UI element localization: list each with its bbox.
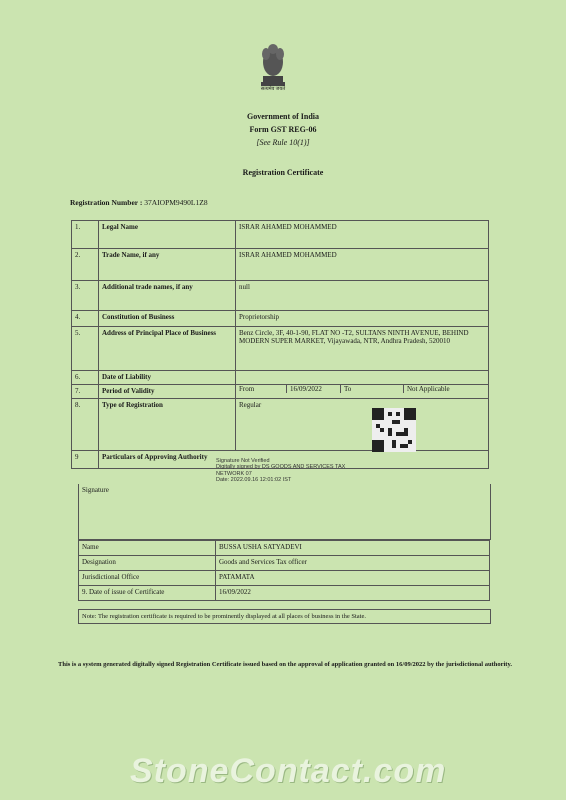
registration-number (70, 198, 208, 207)
row-number: 6. (72, 371, 99, 385)
table-row (72, 221, 489, 249)
officer-label: 9. Date of issue of Certificate (79, 586, 216, 601)
officer-label: Jurisdictional Office (79, 571, 216, 586)
government-heading: Government of India (247, 112, 319, 121)
registration-number-value: 37AIOPM9490L1Z8 (144, 198, 208, 207)
row-label: Particulars of Approving Authority (99, 451, 489, 469)
row-value: null (236, 281, 489, 311)
row-label: Address of Principal Place of Business (99, 327, 236, 371)
row-label: Type of Registration (99, 399, 236, 451)
officer-value: 16/09/2022 (216, 586, 490, 601)
watermark: StoneContact.com (130, 752, 447, 790)
officer-value: Goods and Services Tax officer (216, 556, 490, 571)
digital-signature-text: Signature Not Verified Digitally signed by DS GOODS AND SERVICES TAX NETWORK 07 Date: 2022.09.16 12:01:02 IST (216, 458, 346, 483)
row-number: 9 (72, 451, 99, 469)
emblem-caption: सत्यमेव जयते (260, 87, 286, 92)
row-number: 8. (72, 399, 99, 451)
validity-from-label: From (239, 385, 255, 393)
row-number: 1. (72, 221, 99, 249)
signature-label: Signature (82, 486, 109, 494)
row-number: 5. (72, 327, 99, 371)
footer-statement: This is a system generated digitally signed Registration Certificate issued based on the approval of application granted on 16/09/2022 by the jurisdictional authority. (58, 661, 512, 668)
validity-row (236, 385, 488, 393)
validity-to-label: To (340, 385, 403, 393)
row-label: Date of Liability (99, 371, 236, 385)
officer-value: BUSSA USHA SATYADEVI (216, 541, 490, 556)
registration-number-label: Registration Number : (70, 198, 143, 207)
signature-box (78, 484, 491, 540)
row-label: Constitution of Business (99, 311, 236, 327)
display-note: Note: The registration certificate is required to be prominently displayed at all places of business in the State. (78, 609, 491, 624)
table-row (72, 249, 489, 281)
officer-value: PATAMATA (216, 571, 490, 586)
validity-to-value: Not Applicable (403, 385, 453, 393)
validity-cell (236, 385, 489, 399)
qr-code-icon (372, 408, 416, 452)
row-value: Regular (236, 399, 489, 451)
row-number: 4. (72, 311, 99, 327)
table-row (72, 371, 489, 385)
row-label: Legal Name (99, 221, 236, 249)
certificate-title: Registration Certificate (242, 168, 324, 177)
table-row (72, 399, 489, 451)
table-row (72, 311, 489, 327)
row-number: 2. (72, 249, 99, 281)
row-number: 7. (72, 385, 99, 399)
row-label: Period of Validity (99, 385, 236, 399)
table-row (79, 586, 490, 601)
row-number: 3. (72, 281, 99, 311)
row-label: Trade Name, if any (99, 249, 236, 281)
rule-heading: [See Rule 10(1)] (256, 138, 310, 147)
row-value: ISRAR AHAMED MOHAMMED (236, 221, 489, 249)
row-value: Proprietorship (236, 311, 489, 327)
row-value: Benz Circle, 3F, 40-1-90, FLAT NO -T2, SULTANS NINTH AVENUE, BEHIND MODERN SUPER MARKET, Vijayawada, NTR, Andhra Pradesh, 520010 (236, 327, 489, 371)
details-table (71, 220, 489, 469)
row-value: ISRAR AHAMED MOHAMMED (236, 249, 489, 281)
table-row (79, 571, 490, 586)
officer-label: Name (79, 541, 216, 556)
officer-label: Designation (79, 556, 216, 571)
row-label: Additional trade names, if any (99, 281, 236, 311)
validity-from-value: 16/09/2022 (286, 385, 340, 393)
officer-table (78, 540, 490, 601)
table-row (72, 327, 489, 371)
table-row (72, 281, 489, 311)
table-row (72, 385, 489, 399)
table-row (79, 556, 490, 571)
form-heading: Form GST REG-06 (249, 125, 317, 134)
table-row (79, 541, 490, 556)
row-value (236, 371, 489, 385)
